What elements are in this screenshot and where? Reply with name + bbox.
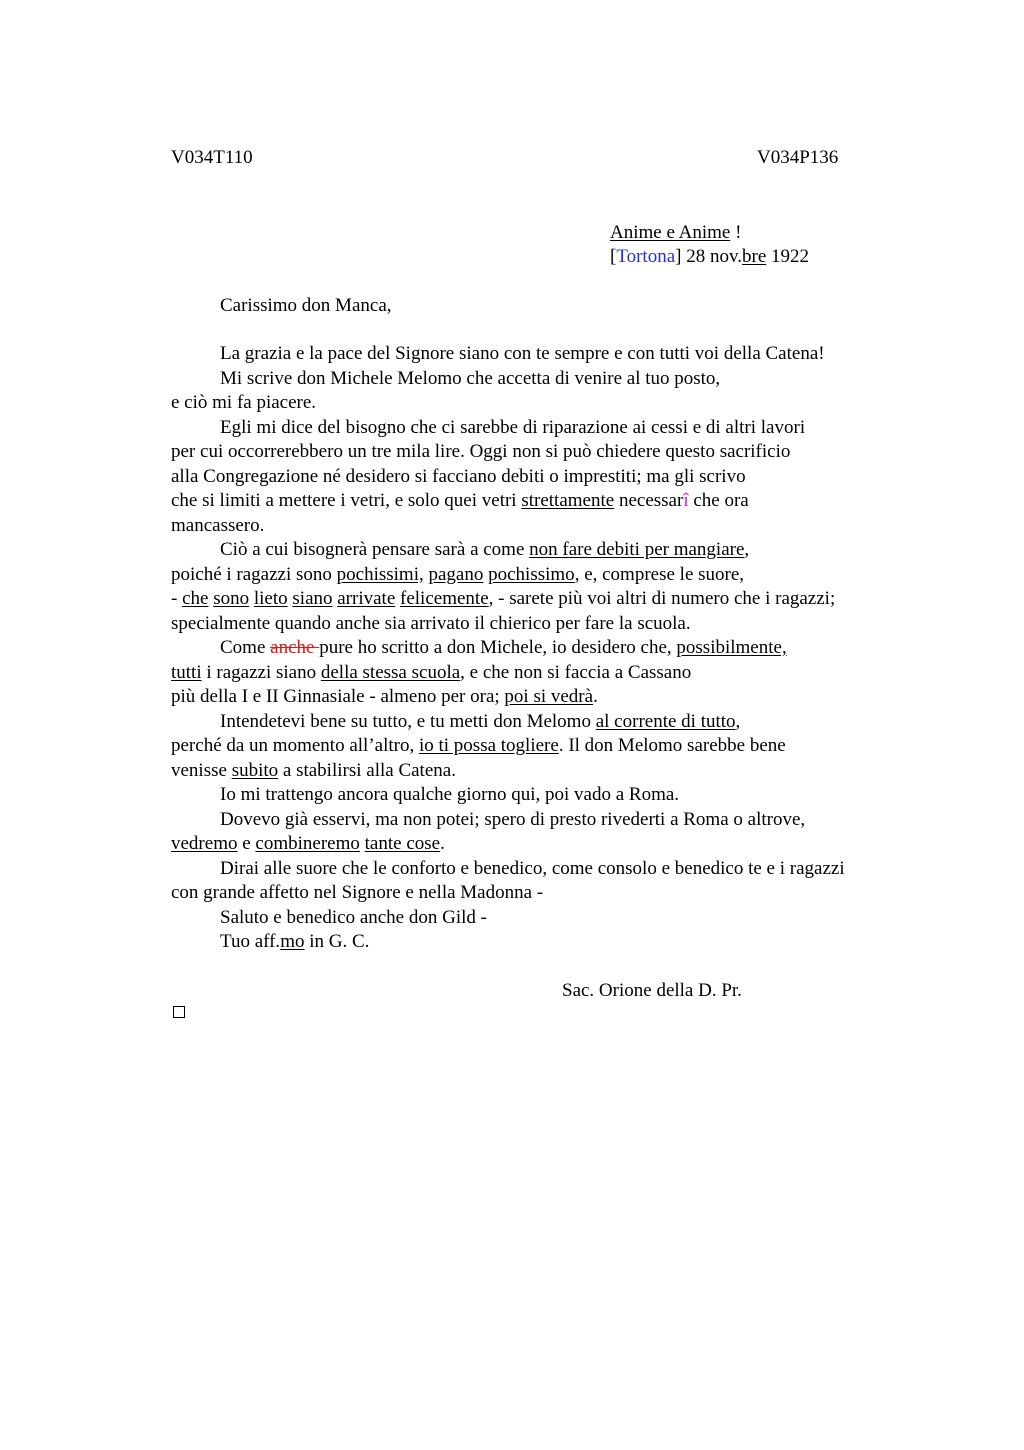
text-segment: necessar — [618, 490, 684, 511]
motto-text: Anime e Anime — [610, 222, 731, 243]
text-segment: pure ho scritto a don Michele, io desidero che, — [319, 637, 672, 658]
underlined-text: sono — [213, 588, 250, 609]
text-segment: venisse — [171, 759, 227, 781]
underlined-text: non fare debiti per mangiare — [529, 539, 745, 560]
underlined-text: strettamente — [521, 490, 615, 511]
page-code-right: V034P136 — [757, 147, 839, 168]
body-line: Dirai alle suore che le conforto e benedico, come consolo e benedico te e i ragazzi — [220, 857, 845, 879]
underlined-text: pochissimi, — [336, 563, 424, 585]
text-segment: Intendetevi bene su tutto, e tu metti don Melomo — [220, 710, 591, 732]
text-segment: , e che non si faccia a Cassano — [460, 661, 692, 683]
text-segment: i ragazzi siano — [206, 661, 317, 683]
body-line: alla Congregazione né desidero si facciano debiti o imprestiti; ma gli scrivo — [171, 465, 746, 487]
underlined-text: della stessa scuola — [320, 661, 461, 683]
text-segment: , - sarete più voi altri di numero che i ragazzi; — [488, 588, 836, 609]
text-segment: . — [593, 686, 598, 707]
body-line — [171, 685, 911, 710]
underlined-text: tante cose — [364, 833, 441, 854]
text-segment: . Il don Melomo sarebbe bene — [558, 735, 786, 756]
body-line — [171, 710, 911, 735]
underlined-text: pochissimo — [488, 563, 575, 585]
body-line — [171, 563, 911, 588]
text-segment: più della I e II Ginnasiale - almeno per ora; — [171, 686, 500, 707]
text-segment: e — [242, 833, 251, 854]
text-segment: , — [744, 539, 750, 560]
text-segment: , e, comprese le suore, — [574, 563, 745, 585]
underlined-text: io ti possa togliere — [418, 735, 559, 756]
underlined-text: siano — [292, 588, 333, 609]
date-superscript: bre — [742, 246, 767, 267]
body-line — [171, 636, 911, 661]
text-segment: Tuo aff. — [220, 931, 281, 952]
body-line: Egli mi dice del bisogno che ci sarebbe di riparazione ai cessi e di altri lavori — [220, 416, 806, 438]
text-segment: . — [440, 833, 445, 854]
text-segment: - — [171, 588, 178, 609]
letter-motto — [610, 221, 741, 245]
letter-date-line: [Tortona] 28 nov.bre 1922 — [610, 246, 810, 267]
text-segment: Come — [220, 637, 266, 658]
body-line: Io mi trattengo ancora qualche giorno qui, poi vado a Roma. — [220, 784, 680, 805]
underlined-text: felicemente — [400, 588, 489, 609]
body-line: specialmente quando anche sia arrivato il chierico per fare la scuola. — [171, 612, 691, 634]
text-segment: in G. C. — [309, 931, 370, 952]
body-line: La grazia e la pace del Signore siano con te sempre e con tutti voi della Catena! — [220, 343, 825, 364]
body-line — [171, 734, 911, 759]
text-segment: poiché i ragazzi sono — [171, 563, 332, 585]
body-line: per cui occorrerebbero un tre mila lire. Oggi non si può chiedere questo sacrificio — [171, 441, 791, 462]
text-segment: , — [735, 710, 741, 732]
body-line: Mi scrive don Michele Melomo che accetta di venire al tuo posto, — [220, 367, 721, 389]
text-segment: Ciò a cui bisognerà pensare sarà a come — [220, 539, 525, 560]
date-part: 28 nov. — [686, 246, 743, 267]
underlined-text: subito — [231, 759, 279, 781]
body-line — [171, 759, 911, 784]
body-line — [171, 489, 911, 514]
underlined-text: pagano — [428, 563, 484, 585]
closing-line — [171, 930, 911, 955]
signature: Sac. Orione della D. Pr. — [562, 980, 742, 1001]
text-segment: perché da un momento all’altro, — [171, 735, 415, 756]
underlined-text: che — [182, 588, 209, 609]
underlined-text: possibilmente, — [676, 637, 787, 658]
underlined-text: vedremo — [171, 833, 238, 854]
underlined-text: combineremo — [255, 833, 360, 854]
checkbox-glyph — [173, 1006, 185, 1018]
body-line — [171, 832, 911, 857]
body-line: Saluto e benedico anche don Gild - — [220, 906, 487, 928]
underlined-text: al corrente di tutto — [595, 710, 736, 732]
body-line — [171, 661, 911, 686]
underlined-text: poi si vedrà — [504, 686, 594, 707]
text-segment: che ora — [693, 490, 749, 511]
editorial-mark: î — [683, 490, 689, 511]
underlined-text: lieto — [253, 588, 288, 609]
body-line — [171, 538, 911, 563]
struck-text: anche — [270, 637, 315, 658]
letter-body — [171, 342, 911, 955]
underlined-text: tutti — [171, 661, 202, 683]
underlined-text: arrivate — [337, 588, 396, 609]
body-line: Dovevo già esservi, ma non potei; spero di presto rivederti a Roma o altrove, — [220, 808, 806, 830]
motto-exclaim: ! — [735, 222, 742, 243]
place-name: Tortona — [616, 246, 676, 267]
document-code-left: V034T110 — [171, 147, 253, 168]
body-line: mancassero. — [171, 514, 265, 536]
body-line — [171, 587, 911, 612]
underlined-text: mo — [280, 931, 305, 952]
text-segment: a stabilirsi alla Catena. — [282, 759, 456, 781]
body-line: con grande affetto nel Signore e nella Madonna - — [171, 882, 544, 903]
salutation: Carissimo don Manca, — [220, 295, 392, 316]
body-line: e ciò mi fa piacere. — [171, 392, 317, 413]
date-year: 1922 — [771, 246, 810, 267]
text-segment: che si limiti a mettere i vetri, e solo quei vetri — [171, 490, 517, 511]
